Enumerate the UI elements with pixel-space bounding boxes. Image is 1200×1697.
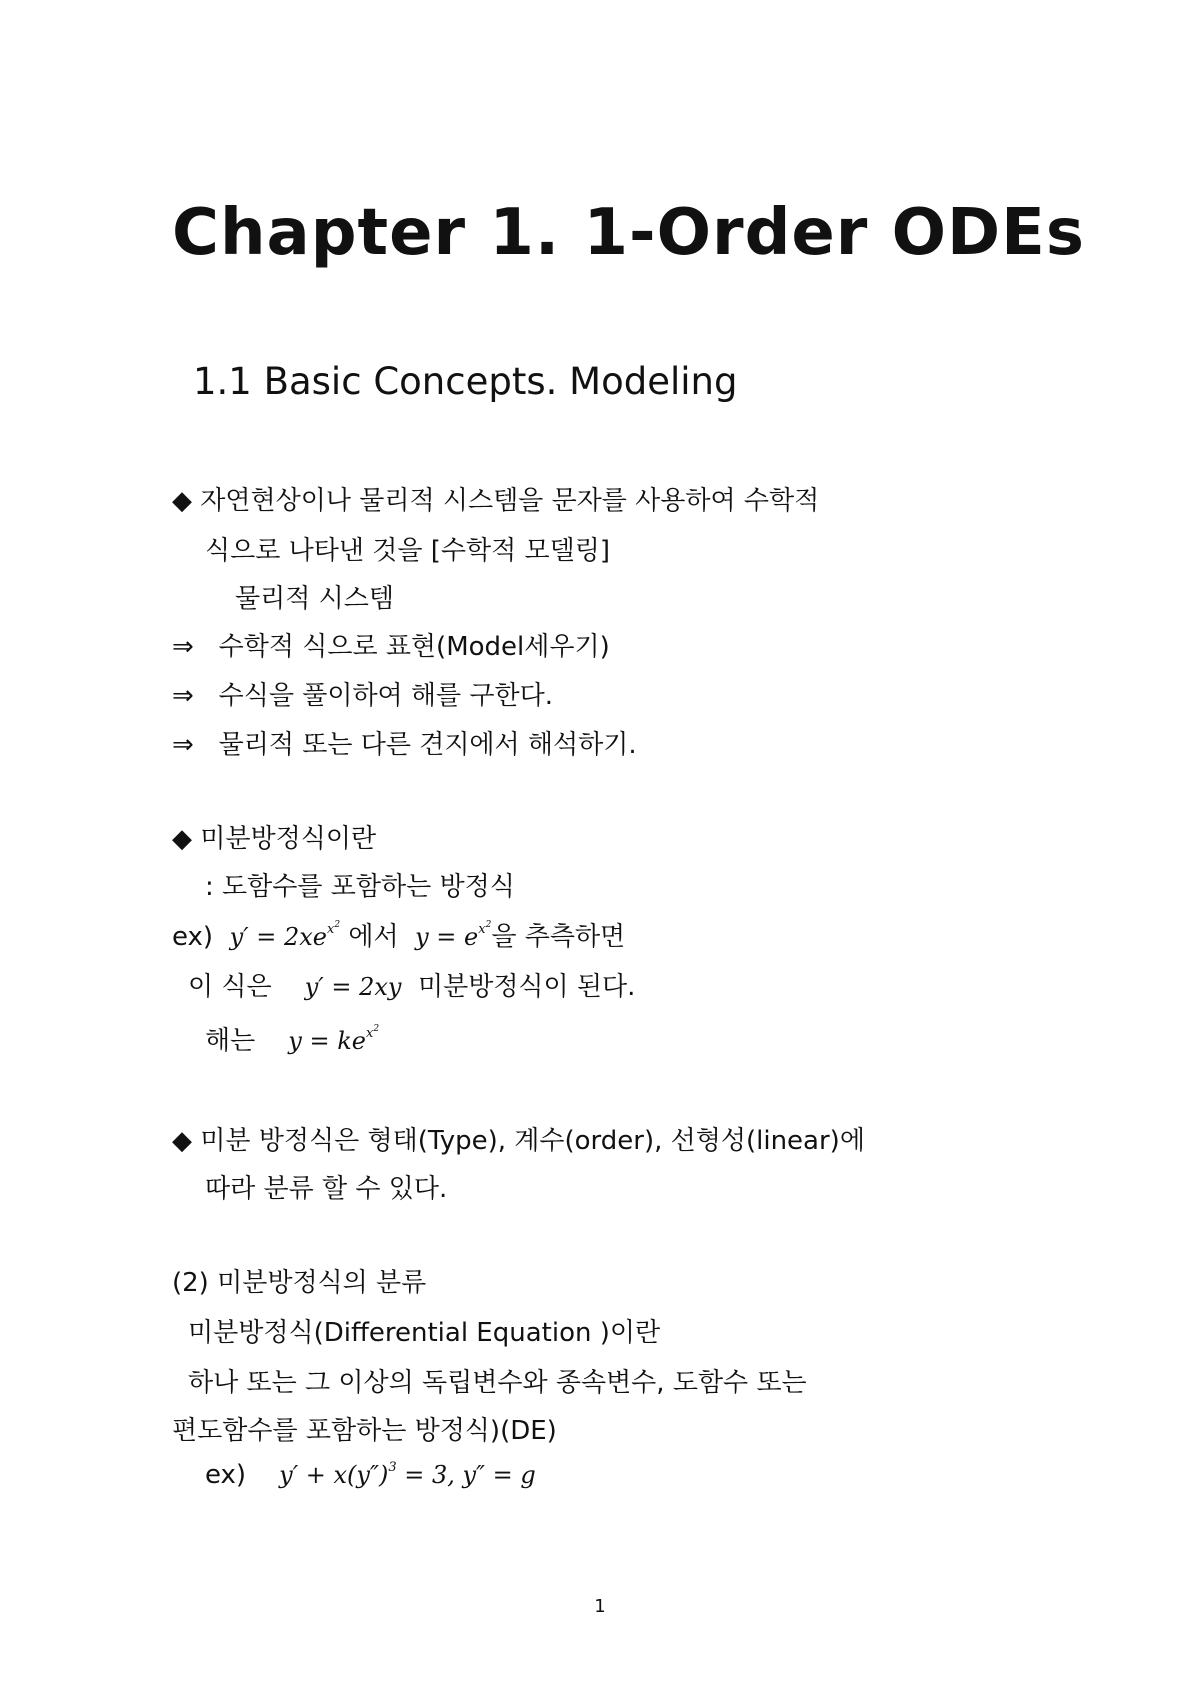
de-line-3 [205,1020,379,1057]
section2-line-2: 하나 또는 그 이상의 독립변수와 종속변수, 도함수 또는 [188,1368,807,1398]
modeling-step-1-text: 수학적 식으로 표현(Model세우기) [218,632,610,662]
modeling-text-1: 자연현상이나 물리적 시스템을 문자를 사용하여 수학적 [200,486,820,516]
eq1-exp-x: x [327,922,335,937]
modeling-step-3 [172,724,637,761]
eq3-exp-x: x [365,1026,374,1041]
de-line-2-equation: y′ = 2xy [304,973,402,1001]
eq3-base: y = ke [288,1027,366,1055]
eq2-exp-2: 2 [485,920,492,930]
de-line-2-pre: 이 식은 [188,972,272,1002]
classify-text-1: 미분 방정식은 형태(Type), 계수(order), 선형성(linear)에 [200,1126,865,1156]
modeling-step-1 [172,626,610,663]
implies-arrow-icon: ⇒ [172,632,194,662]
diamond-bullet-icon: ◆ [172,1126,192,1156]
eq2-exp-x: x [478,922,486,937]
modeling-step-2 [172,675,553,712]
page-number: 1 [594,1596,606,1617]
classify-line-1 [172,1120,865,1157]
eq1-exponent [327,922,340,937]
section2-example-equation [279,1461,536,1489]
de-line-2 [188,966,635,1003]
section2-heading: (2) 미분방정식의 분류 [172,1268,427,1298]
implies-arrow-icon: ⇒ [172,730,194,760]
de-example-line [172,916,625,953]
de-line-3-equation [288,1024,380,1055]
example-equation-2 [415,920,492,951]
example-label: ex) [172,922,214,952]
de-line-2-post: 미분방정식이 된다. [417,972,636,1002]
section2-line-3: 편도함수를 포함하는 방정식)(DE) [172,1416,557,1446]
de-heading-text: 미분방정식이란 [200,824,377,854]
modeling-step-3-text: 물리적 또는 다른 견지에서 해석하기. [218,730,637,760]
diamond-bullet-icon: ◆ [172,824,192,854]
section-title: 1.1 Basic Concepts. Modeling [193,360,738,403]
diamond-bullet-icon: ◆ [172,486,192,516]
chapter-title: Chapter 1. 1-Order ODEs [172,196,1085,270]
s2-eq-exp: 3 [388,1460,397,1475]
section2-example-label: ex) [205,1460,247,1490]
de-line-3-pre: 해는 [205,1026,256,1056]
eq2-base: y = e [415,923,479,951]
section2-line-1: 미분방정식(Differential Equation )이란 [188,1318,661,1348]
modeling-line-3: 물리적 시스템 [235,584,394,614]
modeling-step-2-text: 수식을 풀이하여 해를 구한다. [218,681,554,711]
modeling-line-2: 식으로 나타낸 것을 [수학적 모델링] [205,536,610,566]
eq1-base: y′ = 2xe [229,923,327,951]
classify-line-2: 따라 분류 할 수 있다. [205,1174,448,1204]
s2-eq-b: = 3, y″ = g [396,1461,536,1489]
eq3-exp-2: 2 [373,1024,380,1034]
de-heading [172,818,376,855]
example-equation-1 [229,920,341,951]
s2-eq-a: y′ + x(y″) [279,1461,389,1489]
section2-example [205,1460,536,1490]
de-definition: : 도함수를 포함하는 방정식 [205,872,515,902]
eq3-exponent [366,1026,379,1041]
modeling-line-1 [172,480,819,517]
eq1-exp-2: 2 [334,920,341,930]
example-mid-text: 에서 [348,922,399,952]
eq2-exponent [478,922,491,937]
implies-arrow-icon: ⇒ [172,681,194,711]
example-tail-text: 을 추측하면 [491,922,626,952]
